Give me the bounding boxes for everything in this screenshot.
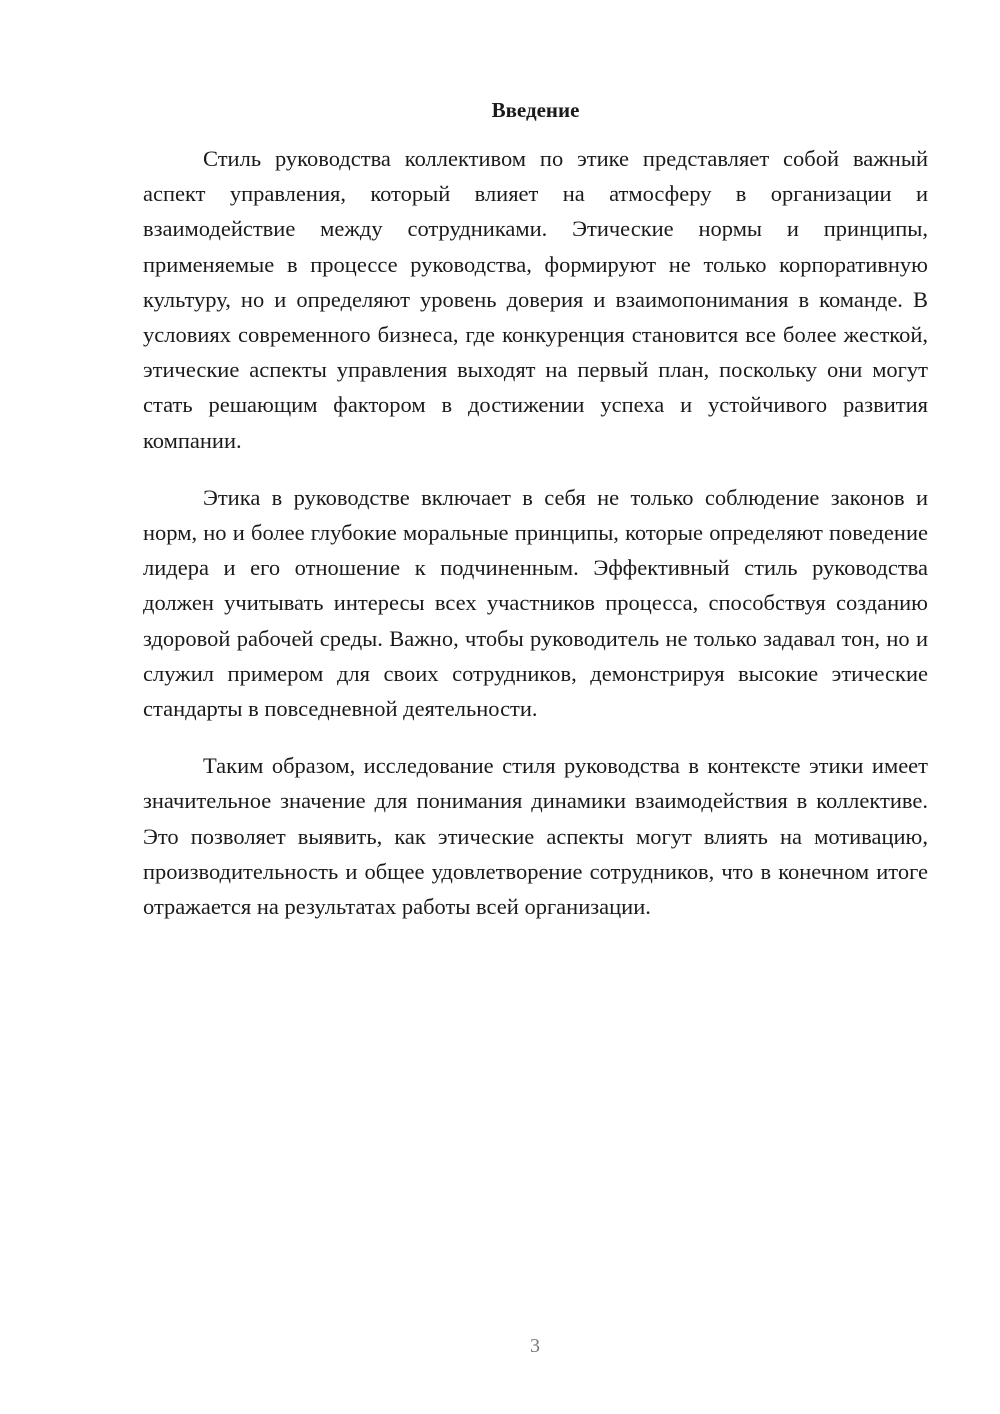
page-content	[143, 95, 928, 946]
paragraph-2: Этика в руководстве включает в себя не только соблюдение законов и норм, но и более глубокие моральные принципы, которые определяют поведение лидера и его отношение к подчиненным. Эффективный стиль руководства должен учитывать интересы всех участников процесса, способствуя созданию здоровой рабочей среды. Важно, чтобы руководитель не только задавал тон, но и служил примером для своих сотрудников, демонстрируя высокие этические стандарты в повседневной деятельности.	[143, 484, 928, 722]
section-title: Введение	[491, 98, 580, 122]
paragraph-3: Таким образом, исследование стиля руководства в контексте этики имеет значительное значение для понимания динамики взаимодействия в коллективе. Это позволяет выявить, как этические аспекты могут влиять на мотивацию, производительность и общее удовлетворение сотрудников, что в конечном итоге отражается на результатах работы всей организации.	[143, 753, 928, 920]
page-number: 3	[530, 1335, 540, 1357]
paragraph-1: Стиль руководства коллективом по этике представляет собой важный аспект управления, который влияет на атмосферу в организации и взаимодействие между сотрудниками. Этические нормы и принципы, применяемые в процессе руководства, формируют не только корпоративную культуру, но и определяют уровень доверия и взаимопонимания в команде. В условиях современного бизнеса, где конкуренция становится все более жесткой, этические аспекты управления выходят на первый план, поскольку они могут стать решающим фактором в достижении успеха и устойчивого развития компании.	[143, 146, 928, 453]
